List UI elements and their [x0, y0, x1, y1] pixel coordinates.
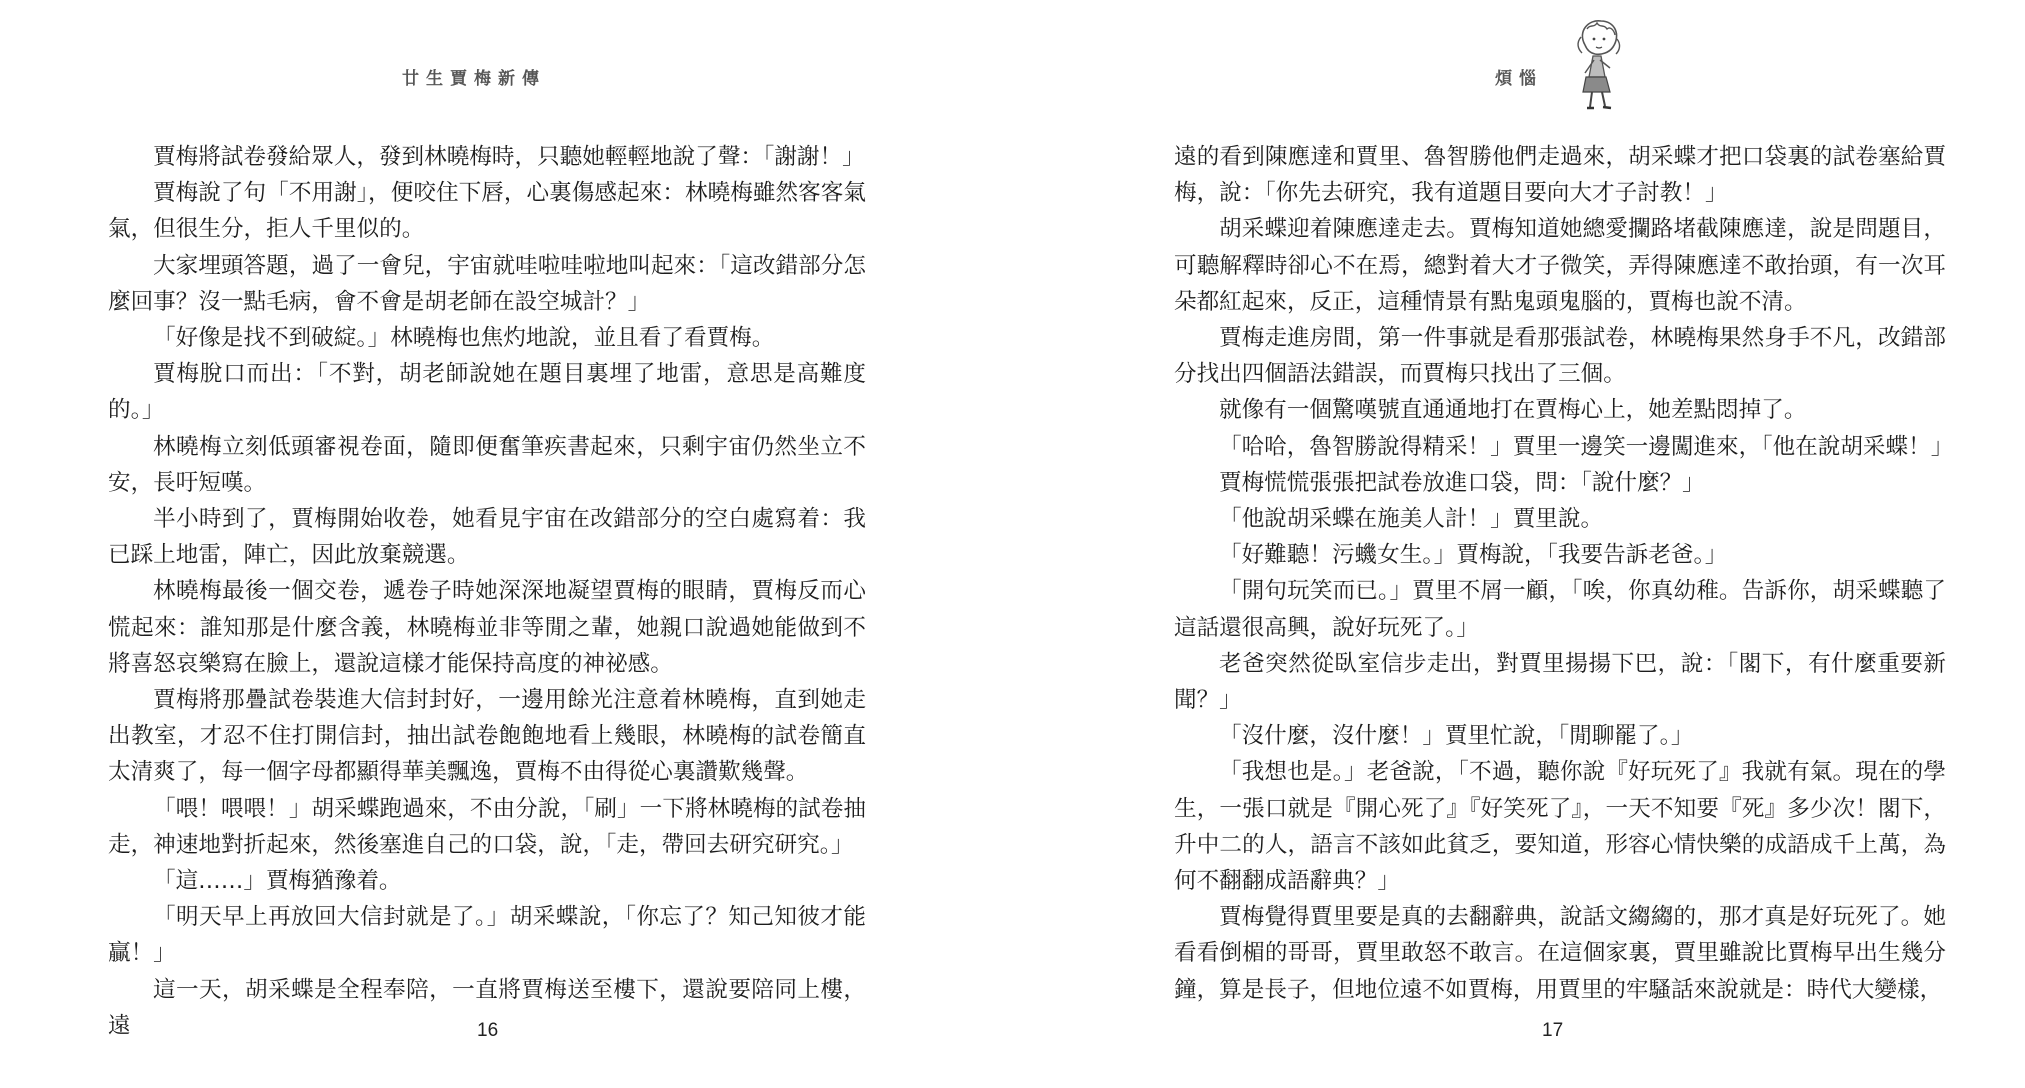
paragraph: 林曉梅最後一個交卷，遞卷子時她深深地凝望賈梅的眼睛，賈梅反而心慌起來：誰知那是什麼含義，林曉梅並非等閒之輩，她親口說過她能做到不將喜怒哀樂寫在臉上，還說這樣才能保持高度的神祕感。 — [108, 578, 866, 677]
paragraph: 「明天早上再放回大信封就是了。」胡采蝶說，「你忘了？知己知彼才能贏！」 — [108, 904, 866, 967]
paragraph: 就像有一個驚嘆號直通通地打在賈梅心上，她差點悶掉了。 — [1219, 397, 1807, 424]
paragraph: 賈梅覺得賈里要是真的去翻辭典，說話文縐縐的，那才真是好玩死了。她看看倒楣的哥哥，賈里敢怒不敢言。在這個家裏，賈里雖說比賈梅早出生幾分鐘，算是長子，但地位遠不如賈梅，用賈里的牢騷話來說就是：時代大變樣， — [1174, 904, 1946, 1003]
paragraph: 「好難聽！污蟣女生。」賈梅說，「我要告訴老爸。」 — [1219, 542, 1728, 569]
paragraph: 半小時到了，賈梅開始收卷，她看見宇宙在改錯部分的空白處寫着：我已踩上地雷，陣亡，因此放棄競選。 — [108, 506, 866, 569]
paragraph: 「我想也是。」老爸說，「不過，聽你說『好玩死了』我就有氣。現在的學生，一張口就是『開心死了』『好笑死了』，一天不知要『死』多少次！閣下，升中二的人，語言不該如此貧乏，要知道，形容心情快樂的成語成千上萬，為何不翻翻成語辭典？」 — [1174, 759, 1946, 895]
paragraph: 老爸突然從臥室信步走出，對賈里揚揚下巴，說：「閣下，有什麼重要新聞？」 — [1174, 650, 1946, 714]
paragraph: 賈梅將試卷發給眾人，發到林曉梅時，只聽她輕輕地說了聲：「謝謝！」 — [153, 144, 865, 170]
paragraph: 「開句玩笑而已。」賈里不屑一顧，「唉，你真幼稚。告訴你，胡采蝶聽了這話還很高興，說好玩死了。」 — [1174, 578, 1946, 641]
paragraph: 賈梅走進房間，第一件事就是看那張試卷，林曉梅果然身手不凡，改錯部分找出四個語法錯誤，而賈梅只找出了三個。 — [1174, 325, 1946, 388]
left-page — [0, 0, 1010, 1088]
paragraph: 「沒什麼，沒什麼！」賈里忙說，「閒聊罷了。」 — [1219, 723, 1694, 750]
paragraph: 「哈哈，魯智勝說得精采！」賈里一邊笑一邊闖進來，「他在說胡采蝶！」 — [1219, 433, 1954, 460]
paragraph: 「好像是找不到破綻。」林曉梅也焦灼地說，並且看了看賈梅。 — [153, 325, 775, 352]
paragraph: 「喂！喂喂！」胡采蝶跑過來，不由分說，「刷」一下將林曉梅的試卷抽走，神速地對折起來，然後塞進自己的口袋，說，「走，帶回去研究研究。」 — [108, 795, 866, 858]
paragraph: 大家埋頭答題，過了一會兒，宇宙就哇啦哇啦地叫起來：「這改錯部分怎麼回事？沒一點毛病，會不會是胡老師在設空城計？」 — [108, 252, 866, 315]
paragraph: 這一天，胡采蝶是全程奉陪，一直將賈梅送至樓下，還說要陪同上樓，遠 — [108, 976, 866, 1039]
paragraph: 賈梅說了句「不用謝」，便咬住下唇，心裏傷感起來：林曉梅雖然客客氣氣，但很生分，拒人千里似的。 — [108, 180, 866, 243]
paragraph: 賈梅將那疊試卷裝進大信封封好，一邊用餘光注意着林曉梅，直到她走出教室，才忍不住打開信封，抽出試卷飽飽地看上幾眼，林曉梅的試卷簡直太清爽了，每一個字母都顯得華美飄逸，賈梅不由得從心裏讚歎幾聲。 — [108, 687, 866, 786]
body-text — [108, 139, 866, 1044]
right-page — [1012, 0, 2025, 1088]
running-header: 煩惱 — [1495, 69, 1543, 89]
paragraph: 賈梅脫口而出：「不對，胡老師說她在題目裏埋了地雷，意思是高難度的。」 — [108, 361, 866, 424]
paragraph: 「這……」賈梅猶豫着。 — [153, 868, 402, 895]
running-header: 廿生賈梅新傳 — [402, 69, 546, 89]
body-text — [1174, 139, 1954, 1008]
page-number: 17 — [1542, 1020, 1564, 1041]
paragraph: 賈梅慌慌張張把試卷放進口袋，問：「說什麼？」 — [1219, 469, 1705, 496]
page-number: 16 — [477, 1020, 499, 1041]
paragraph: 「他說胡采蝶在施美人計！」賈里說。 — [1219, 506, 1604, 533]
paragraph-continuation: 遠的看到陳應達和賈里、魯智勝他們走過來，胡采蝶才把口袋裏的試卷塞給賈梅，說：「你先去研究，我有道題目要向大才子討教！」 — [1174, 144, 1946, 207]
girl-figure-icon — [1563, 17, 1627, 117]
paragraph: 林曉梅立刻低頭審視卷面，隨即便奮筆疾書起來，只剩宇宙仍然坐立不安，長吁短嘆。 — [108, 433, 866, 496]
paragraph: 胡采蝶迎着陳應達走去。賈梅知道她總愛攔路堵截陳應達，說是問題目，可聽解釋時卻心不在焉，總對着大才子微笑，弄得陳應達不敢抬頭，有一次耳朵都紅起來，反正，這種情景有點鬼頭鬼腦的，賈梅也說不清。 — [1174, 216, 1946, 315]
